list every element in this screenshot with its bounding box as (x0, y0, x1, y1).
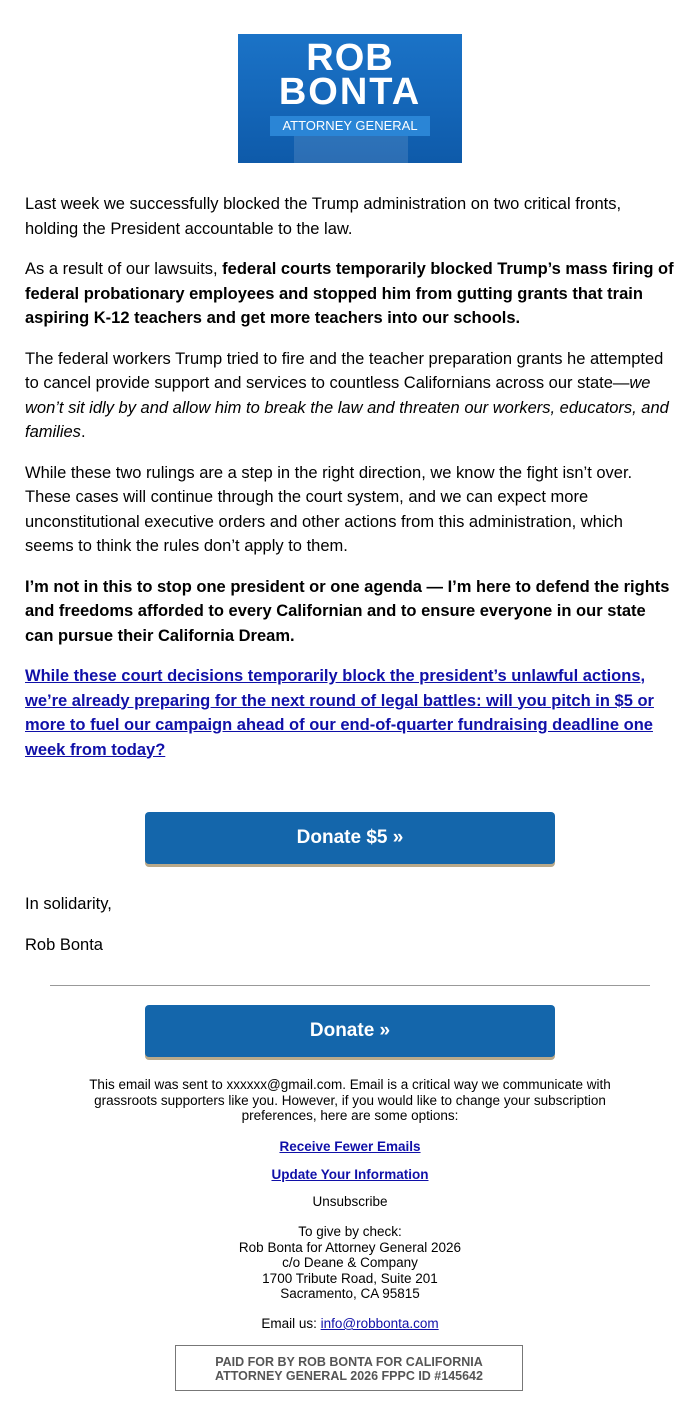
signature: Rob Bonta (25, 936, 103, 954)
paid-line-1: PAID FOR BY ROB BONTA FOR CALIFORNIA (215, 1355, 483, 1369)
paragraph-3-end: . (80, 423, 86, 441)
paragraph-3-lead: The federal workers Trump tried to fire and the teacher preparation grants he attempted to cancel provide support and services to countless Californians across our state— (25, 349, 664, 392)
paragraph-4: While these two rulings are a step in the right direction, we know the fight isn’t over. These cases will continue through the court system, and we can expect more unconstitutional executive orders and other actions from this administration, which seems to think the rules don’t apply to them. (25, 463, 633, 555)
email-body (25, 192, 675, 778)
update-information-link[interactable]: Update Your Information (271, 1167, 429, 1182)
paragraph-3 (25, 347, 675, 445)
check-care-of: c/o Deane & Company (282, 1255, 418, 1270)
logo-line-rob: ROB (306, 37, 394, 79)
paragraph-2 (25, 257, 675, 331)
donate-appeal-link[interactable]: While these court decisions temporarily block the president’s unlawful actions, we’re already preparing for the next round of legal battles: will you pitch in $5 or more to fuel our campaign ahead of our end-of-quarter fundraising deadline one week from today? (25, 667, 654, 759)
email-link[interactable]: info@robbonta.com (320, 1316, 439, 1331)
unsubscribe-text: Unsubscribe (312, 1194, 388, 1209)
check-city: Sacramento, CA 95815 (280, 1286, 420, 1301)
paragraph-5: I’m not in this to stop one president or one agenda — I’m here to defend the rights and freedoms afforded to every Californian and to ensure everyone in our state can pursue their California Dream. (25, 577, 670, 645)
donate-5-button[interactable]: Donate $5 » (145, 812, 555, 864)
paragraph-1: Last week we successfully blocked the Trump administration on two critical fronts, holding the President accountable to the law. (25, 195, 622, 238)
logo-line-bonta: BONTA (278, 71, 422, 113)
donate-button[interactable]: Donate » (145, 1005, 555, 1057)
paragraph-2-bold: federal courts temporarily blocked Trump’s mass firing of federal probationary employees and stopped him from gutting grants that train aspiring K-12 teachers and get more teachers into our schools. (25, 260, 674, 327)
check-street: 1700 Tribute Road, Suite 201 (262, 1270, 438, 1286)
footer-notice: This email was sent to xxxxxx@gmail.com. Email is a critical way we communicate with grassroots supporters like you. However, if you would like to change your subscription preferences, here are some options: (89, 1077, 611, 1123)
email-us-label: Email us: (261, 1316, 321, 1331)
check-address (60, 1224, 640, 1302)
check-payee: Rob Bonta for Attorney General 2026 (238, 1239, 462, 1255)
receive-fewer-emails-link-wrap (60, 1139, 640, 1155)
paragraph-2-lead: As a result of our lawsuits, (25, 260, 223, 278)
paragraph-3-italic: we won’t sit idly by and allow him to break the law and threaten our workers, educators, and families (25, 374, 669, 441)
receive-fewer-emails-link[interactable]: Receive Fewer Emails (279, 1139, 421, 1154)
logo (238, 34, 462, 163)
paragraph-6 (25, 664, 675, 762)
logo-box (238, 34, 462, 163)
logo-tagline: ATTORNEY GENERAL (270, 116, 430, 136)
paid-line-2: ATTORNEY GENERAL 2026 FPPC ID #145642 (215, 1369, 483, 1383)
signoff: In solidarity, (25, 895, 112, 913)
check-heading: To give by check: (298, 1224, 402, 1239)
update-information-link-wrap (60, 1167, 640, 1183)
email-us (60, 1316, 640, 1332)
paid-for-disclaimer (175, 1345, 523, 1391)
divider (50, 985, 650, 986)
